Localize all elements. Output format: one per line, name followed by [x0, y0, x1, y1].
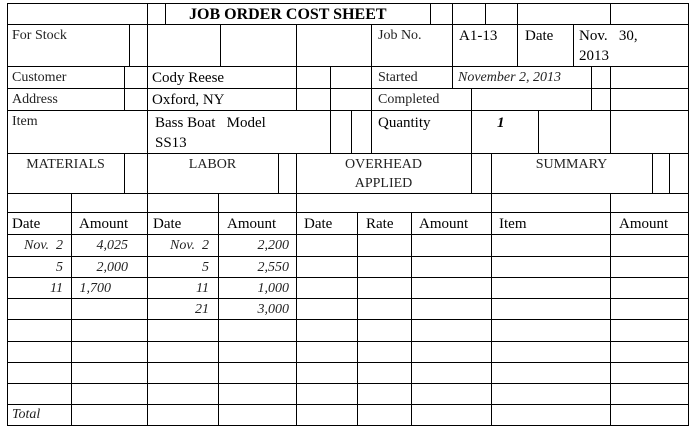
completed-label: Completed: [378, 92, 440, 107]
job-no-label: Job No.: [378, 28, 422, 43]
labor-row-3-date: 11: [196, 281, 209, 296]
labor-row-2-amount: 2,550: [257, 260, 289, 275]
materials-row-3-amount: 1,700: [79, 281, 111, 296]
item-value-line1: Bass Boat Model: [155, 115, 266, 131]
labor-row-4-date: 21: [195, 302, 209, 317]
total-label: Total: [12, 407, 41, 422]
labor-section-header: LABOR: [188, 157, 237, 172]
started-label: Started: [378, 70, 418, 85]
address-value: Oxford, NY: [152, 92, 225, 108]
item-label: Item: [12, 114, 38, 129]
for-stock-label: For Stock: [12, 28, 67, 43]
overhead-section-header-line1: OVERHEAD: [345, 157, 422, 172]
overhead-date-header: Date: [304, 216, 333, 232]
customer-value: Cody Reese: [152, 70, 225, 86]
labor-row-1-amount: 2,200: [257, 238, 289, 253]
quantity-value: 1: [497, 115, 505, 131]
quantity-label: Quantity: [378, 115, 431, 131]
overhead-amount-header: Amount: [419, 216, 469, 232]
sheet-title: JOB ORDER COST SHEET: [189, 6, 387, 23]
started-value: November 2, 2013: [458, 70, 562, 85]
job-no-value: A1-13: [459, 28, 498, 44]
date-value-line2: 2013: [579, 48, 609, 64]
labor-date-header: Date: [153, 216, 182, 232]
overhead-rate-header: Rate: [366, 216, 394, 232]
customer-label: Customer: [12, 70, 67, 85]
labor-row-3-amount: 1,000: [257, 281, 289, 296]
materials-section-header: MATERIALS: [26, 157, 105, 172]
materials-row-2-date: 5: [56, 260, 63, 275]
summary-item-header: Item: [499, 216, 527, 232]
summary-amount-header: Amount: [619, 216, 669, 232]
date-label: Date: [525, 28, 554, 44]
materials-amount-header: Amount: [79, 216, 129, 232]
materials-row-1-date: Nov. 2: [23, 238, 63, 253]
materials-row-3-date: 11: [50, 281, 63, 296]
date-value-line1: Nov. 30,: [579, 28, 638, 44]
labor-row-2-date: 5: [202, 260, 209, 275]
item-value-line2: SS13: [155, 135, 187, 151]
materials-row-2-amount: 2,000: [96, 260, 128, 275]
labor-row-4-amount: 3,000: [257, 302, 289, 317]
materials-date-header: Date: [12, 216, 41, 232]
materials-row-1-amount: 4,025: [96, 238, 128, 253]
address-label: Address: [12, 92, 58, 107]
overhead-section-header-line2: APPLIED: [354, 176, 413, 191]
summary-section-header: SUMMARY: [535, 157, 608, 172]
labor-amount-header: Amount: [227, 216, 277, 232]
labor-row-1-date: Nov. 2: [169, 238, 209, 253]
